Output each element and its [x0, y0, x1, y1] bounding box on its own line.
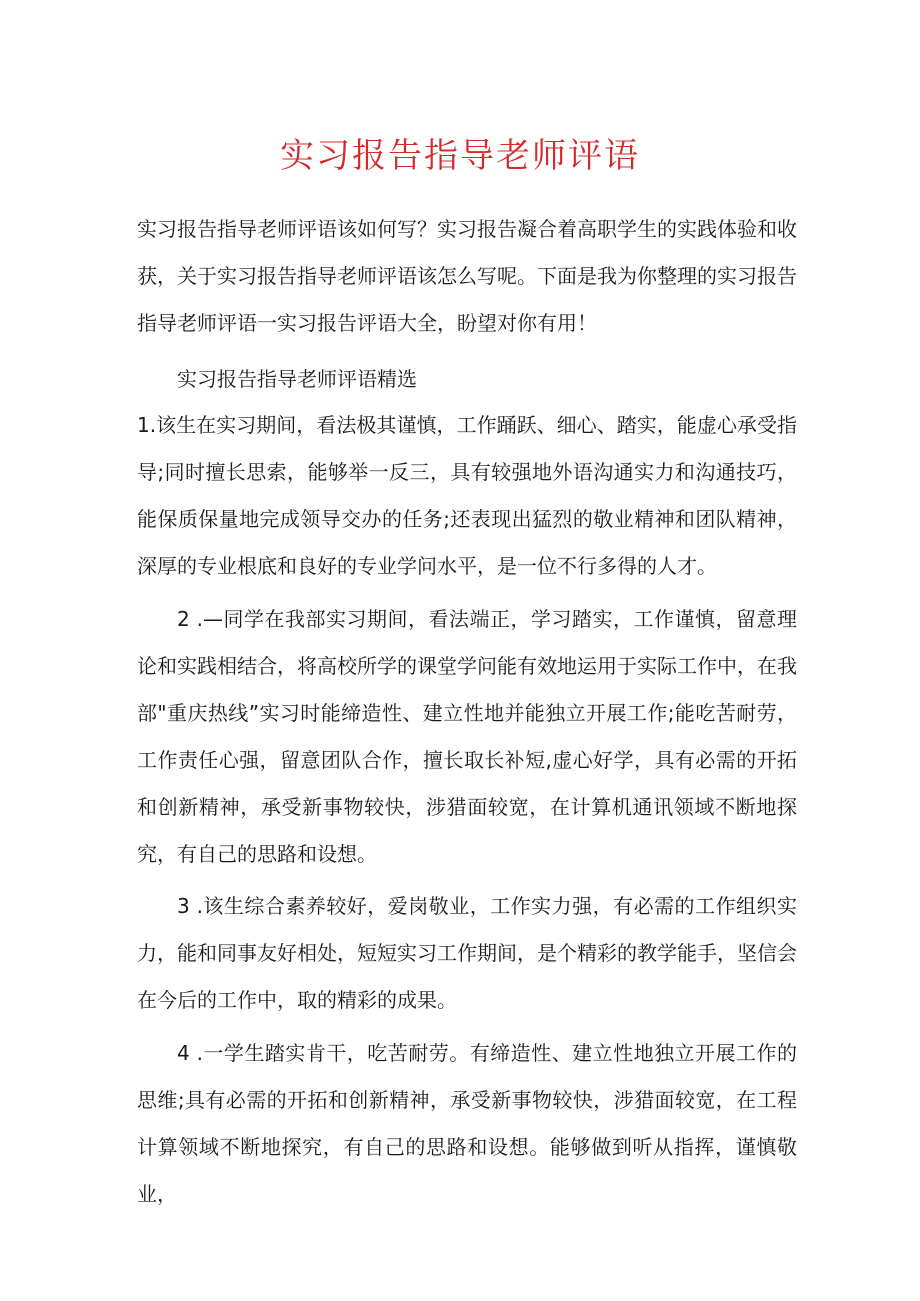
comment-item-1: 1.该生在实习期间，看法极其谨慎，工作踊跃、细心、踏实，能虚心承受指导;同时擅长思索，能够举一反三，具有较强地外语沟通实力和沟通技巧，能保质保量地完成领导交办的任务;还表现出猛烈的敬业精神和团队精神，深厚的专业根底和良好的专业学问水平，是一位不行多得的人才。 — [137, 413, 797, 578]
comment-item-2: 2 .—同学在我部实习期间，看法端正，学习踏实，工作谨慎，留意理论和实践相结合，将高校所学的课堂学问能有效地运用于实际工作中，在我部"重庆热线”实习时能缔造性、建立性地并能独立开展工作;能吃苦耐劳，工作责任心强，留意团队合作，擅长取长补短,虚心好学，具有必需的开拓和创新精神，承受新事物较快，涉猎面较宽，在计算机通讯领域不断地探究，有自己的思路和设想。 — [137, 607, 797, 866]
intro-paragraph: 实习报告指导老师评语该如何写？实习报告凝合着高职学生的实践体验和收获，关于实习报告指导老师评语该怎么写呢。下面是我为你整理的实习报告指导老师评语一实习报告评语大全，盼望对你有用！ — [137, 217, 797, 335]
section-heading: 实习报告指导老师评语精选 — [177, 367, 417, 391]
comment-item-3: 3 .该生综合素养较好，爱岗敬业，工作实力强，有必需的工作组织实力，能和同事友好相处，短短实习工作期间，是个精彩的教学能手，坚信会在今后的工作中，取的精彩的成果。 — [137, 894, 797, 1012]
comment-item-4: 4 .一学生踏实肯干，吃苦耐劳。有缔造性、建立性地独立开展工作的思维;具有必需的开拓和创新精神，承受新事物较快，涉猎面较宽，在工程计算领域不断地探究，有自己的思路和设想。能够做到听从指挥，谨慎敬业， — [137, 1041, 797, 1206]
page-title: 实习报告指导老师评语 — [280, 136, 640, 176]
